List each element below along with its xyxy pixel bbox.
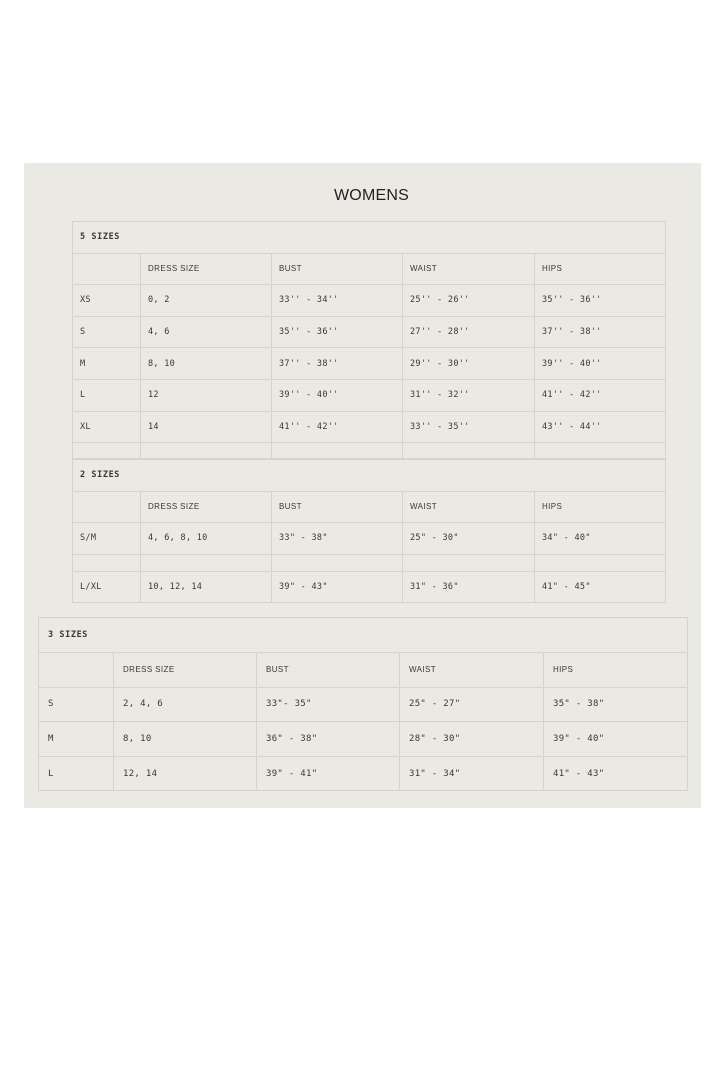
table-cell: 25" - 27" [400, 687, 544, 722]
table-cell: 4, 6, 8, 10 [141, 523, 272, 555]
table-cell: 41'' - 42'' [272, 411, 403, 443]
table-row [73, 379, 666, 411]
column-header-row [73, 491, 666, 523]
table-row [73, 571, 666, 603]
chart-title: WOMENS [334, 187, 409, 204]
table-cell: 33'' - 34'' [272, 285, 403, 317]
column-header-row [39, 653, 688, 688]
table-cell: 39" - 41" [257, 756, 400, 791]
table-cell: 35'' - 36'' [272, 316, 403, 348]
empty-cell [141, 554, 272, 571]
table-row [73, 285, 666, 317]
table-row [39, 687, 688, 722]
table-cell: 10, 12, 14 [141, 571, 272, 603]
empty-cell [535, 554, 666, 571]
table-cell: 31" - 34" [400, 756, 544, 791]
empty-cell [535, 443, 666, 459]
column-header [73, 253, 141, 285]
table-cell: 34" - 40" [535, 523, 666, 555]
table-cell: L [39, 756, 114, 791]
table-cell: L [73, 379, 141, 411]
empty-row [73, 443, 666, 459]
table-cell: 39" - 43" [272, 571, 403, 603]
empty-row [73, 554, 666, 571]
column-header [39, 653, 114, 688]
section-label: 3 SIZES [39, 618, 688, 653]
column-header-row [73, 253, 666, 285]
column-header: WAIST [403, 491, 535, 523]
table-cell: 33'' - 35'' [403, 411, 535, 443]
table-row [73, 348, 666, 380]
table-row [39, 722, 688, 757]
empty-cell [73, 554, 141, 571]
five-sizes-table [72, 221, 666, 459]
table-cell: 37'' - 38'' [272, 348, 403, 380]
table-cell: 29'' - 30'' [403, 348, 535, 380]
column-header: WAIST [400, 653, 544, 688]
two-sizes-table [72, 459, 666, 603]
empty-cell [272, 443, 403, 459]
table-cell: 39'' - 40'' [535, 348, 666, 380]
table-row [73, 523, 666, 555]
table-row [73, 411, 666, 443]
table-cell: XL [73, 411, 141, 443]
table-cell: 37'' - 38'' [535, 316, 666, 348]
column-header: DRESS SIZE [114, 653, 257, 688]
table-cell: 41'' - 42'' [535, 379, 666, 411]
table-cell: S/M [73, 523, 141, 555]
table-cell: 31" - 36" [403, 571, 535, 603]
column-header: BUST [272, 491, 403, 523]
column-header: WAIST [403, 253, 535, 285]
table-cell: S [39, 687, 114, 722]
table-cell: 41" - 43" [544, 756, 688, 791]
table-cell: 0, 2 [141, 285, 272, 317]
table-cell: 41" - 45" [535, 571, 666, 603]
column-header: DRESS SIZE [141, 491, 272, 523]
table-cell: 12, 14 [114, 756, 257, 791]
section-label: 5 SIZES [73, 222, 666, 254]
empty-cell [141, 443, 272, 459]
table-cell: 14 [141, 411, 272, 443]
table-cell: 25" - 30" [403, 523, 535, 555]
table-cell: XS [73, 285, 141, 317]
table-row [39, 756, 688, 791]
table-cell: 28" - 30" [400, 722, 544, 757]
table-cell: 4, 6 [141, 316, 272, 348]
table-cell: M [39, 722, 114, 757]
section-header-row [73, 222, 666, 254]
table-row [73, 316, 666, 348]
table-cell: 43'' - 44'' [535, 411, 666, 443]
table-cell: 31'' - 32'' [403, 379, 535, 411]
table-cell: 2, 4, 6 [114, 687, 257, 722]
table-cell: 27'' - 28'' [403, 316, 535, 348]
table-cell: L/XL [73, 571, 141, 603]
section-label: 2 SIZES [73, 460, 666, 492]
section-header-row [39, 618, 688, 653]
table-cell: M [73, 348, 141, 380]
column-header: HIPS [544, 653, 688, 688]
column-header: HIPS [535, 491, 666, 523]
column-header: BUST [257, 653, 400, 688]
table-cell: 39" - 40" [544, 722, 688, 757]
empty-cell [73, 443, 141, 459]
column-header [73, 491, 141, 523]
table-cell: 33"- 35" [257, 687, 400, 722]
table-cell: 8, 10 [141, 348, 272, 380]
empty-cell [272, 554, 403, 571]
table-cell: 12 [141, 379, 272, 411]
empty-cell [403, 554, 535, 571]
column-header: DRESS SIZE [141, 253, 272, 285]
table-cell: 25'' - 26'' [403, 285, 535, 317]
table-cell: 35" - 38" [544, 687, 688, 722]
table-cell: 36" - 38" [257, 722, 400, 757]
table-cell: 8, 10 [114, 722, 257, 757]
table-cell: 33" - 38" [272, 523, 403, 555]
table-cell: 35'' - 36'' [535, 285, 666, 317]
table-cell: S [73, 316, 141, 348]
column-header: BUST [272, 253, 403, 285]
empty-cell [403, 443, 535, 459]
column-header: HIPS [535, 253, 666, 285]
three-sizes-table [38, 617, 688, 791]
section-header-row [73, 460, 666, 492]
table-cell: 39'' - 40'' [272, 379, 403, 411]
